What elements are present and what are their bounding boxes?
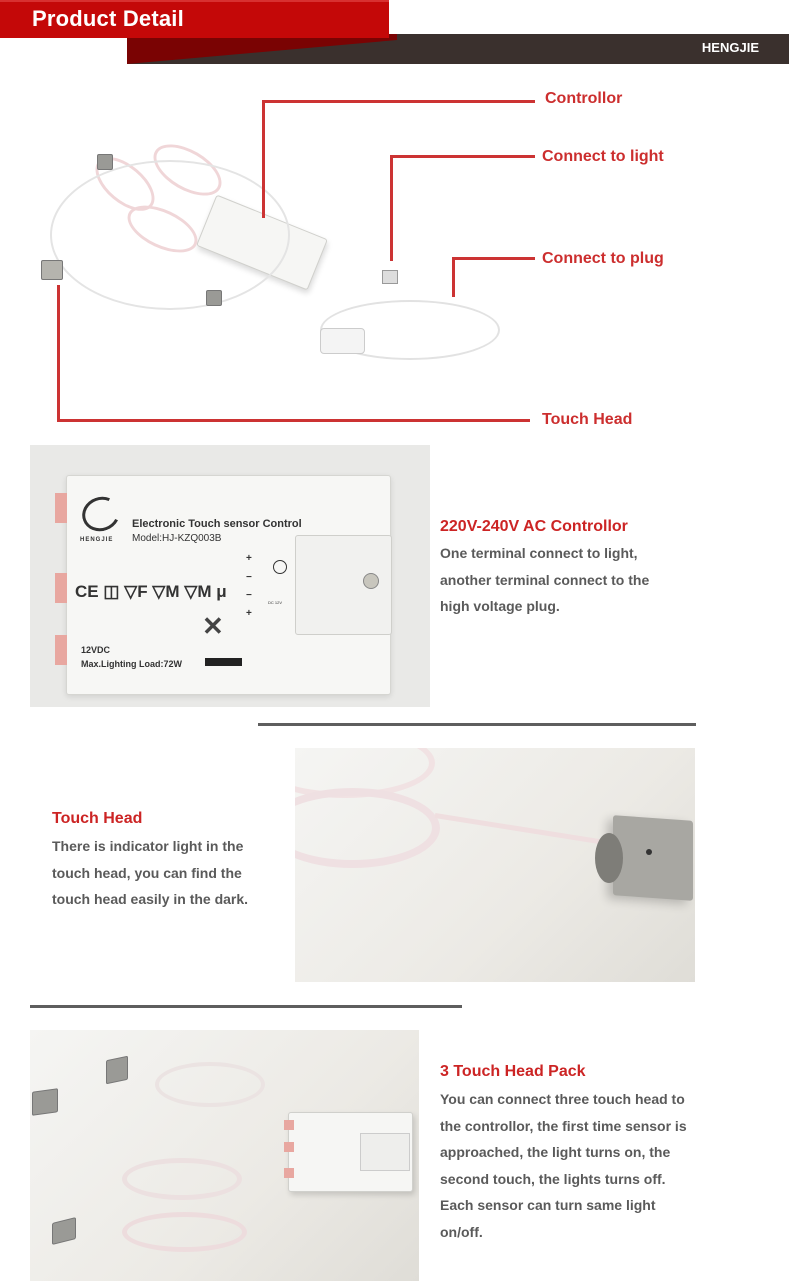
body-line: approached, the light turns on, the bbox=[440, 1144, 671, 1160]
body-line: touch head, you can find the bbox=[52, 864, 242, 881]
page-title: Product Detail bbox=[32, 6, 184, 31]
wire-coil bbox=[122, 1212, 247, 1252]
wire-coil bbox=[295, 788, 440, 868]
certification-symbols: CE ◫ ▽F ▽M ▽M μ bbox=[75, 582, 227, 601]
section-divider bbox=[258, 723, 696, 726]
screw-icon bbox=[363, 573, 379, 589]
wire-connector bbox=[284, 1120, 294, 1130]
sensor-base bbox=[595, 833, 623, 883]
touch-head-sensor bbox=[52, 1217, 76, 1245]
body-line: You can connect three touch head to bbox=[440, 1091, 685, 1107]
logo-brand: HENGJIE bbox=[80, 537, 114, 543]
plug bbox=[320, 328, 365, 354]
wire-connector bbox=[55, 493, 67, 523]
body-line: One terminal connect to light, bbox=[440, 545, 638, 561]
section-divider bbox=[30, 1005, 462, 1008]
lamp-symbol-icon bbox=[273, 560, 287, 574]
body-line: Each sensor can turn same light bbox=[440, 1197, 656, 1213]
callout-touch-head: Touch Head bbox=[542, 411, 633, 428]
section-title-controllor: 220V-240V AC Controllor bbox=[440, 518, 628, 535]
label-model: Model:HJ-KZQ003B bbox=[132, 533, 222, 544]
wire-connector bbox=[55, 635, 67, 665]
light-connector bbox=[382, 270, 398, 284]
section-title-touch-head: Touch Head bbox=[52, 810, 143, 827]
section-body-touch-head bbox=[52, 833, 292, 913]
label-title: Electronic Touch sensor Control bbox=[132, 518, 302, 530]
callout-line-plug-h bbox=[452, 257, 535, 260]
wire-connector bbox=[284, 1142, 294, 1152]
brand-name: HENGJIE bbox=[701, 40, 759, 55]
body-line: the controllor, the first time sensor is bbox=[440, 1117, 687, 1134]
wire-loop bbox=[50, 160, 290, 310]
touch-head-sensor bbox=[206, 290, 222, 306]
dc-label: DC 12V bbox=[268, 600, 283, 605]
terminal-cover bbox=[360, 1133, 410, 1171]
body-line: another terminal connect to the bbox=[440, 571, 650, 588]
wire-coil bbox=[155, 1062, 265, 1107]
section-body-controllor bbox=[440, 540, 740, 620]
terminal-plus: + bbox=[246, 608, 252, 619]
wire-connector bbox=[55, 573, 67, 603]
callout-connect-to-plug: Connect to plug bbox=[542, 250, 664, 267]
product-overview-photo bbox=[30, 120, 510, 380]
callout-controllor: Controllor bbox=[545, 90, 623, 107]
callout-line-light-h bbox=[390, 155, 535, 158]
spec-load: Max.Lighting Load:72W bbox=[81, 659, 182, 669]
indicator-light-icon bbox=[646, 849, 652, 855]
body-line: high voltage plug. bbox=[440, 598, 560, 614]
spec-voltage: 12VDC bbox=[81, 645, 111, 655]
body-line: second touch, the lights turns off. bbox=[440, 1170, 666, 1187]
terminal-plus: + bbox=[246, 553, 252, 564]
wire-connector bbox=[284, 1168, 294, 1178]
wire-coil bbox=[122, 1158, 242, 1200]
terminal-minus: − bbox=[246, 572, 252, 583]
body-line: There is indicator light in the bbox=[52, 838, 244, 854]
terminal-minus: − bbox=[246, 590, 252, 601]
touch-head-sensor bbox=[106, 1056, 128, 1085]
callout-line-touch-h bbox=[57, 419, 530, 422]
section-body-three-pack bbox=[440, 1086, 760, 1245]
section-title-three-pack: 3 Touch Head Pack bbox=[440, 1063, 586, 1080]
touch-head-sensor bbox=[32, 1088, 58, 1116]
body-line: on/off. bbox=[440, 1223, 483, 1240]
callout-line-controllor-h bbox=[262, 100, 535, 103]
callout-line-light-v bbox=[390, 155, 393, 261]
controller-photo bbox=[30, 445, 430, 707]
weee-bin-icon: ✕ bbox=[202, 611, 224, 641]
body-line: touch head easily in the dark. bbox=[52, 891, 249, 907]
callout-line-touch-v bbox=[57, 285, 60, 422]
touch-head-sensor bbox=[613, 815, 693, 901]
barcode-bar bbox=[205, 658, 242, 666]
callout-line-plug-v bbox=[452, 257, 455, 297]
touch-head-sensor bbox=[41, 260, 63, 280]
three-pack-photo bbox=[30, 1030, 419, 1281]
touch-head-sensor bbox=[97, 154, 113, 170]
touch-head-photo bbox=[295, 748, 695, 982]
sensor-cable bbox=[435, 813, 614, 846]
callout-line-controllor-v bbox=[262, 100, 265, 218]
callout-connect-to-light: Connect to light bbox=[542, 148, 664, 165]
